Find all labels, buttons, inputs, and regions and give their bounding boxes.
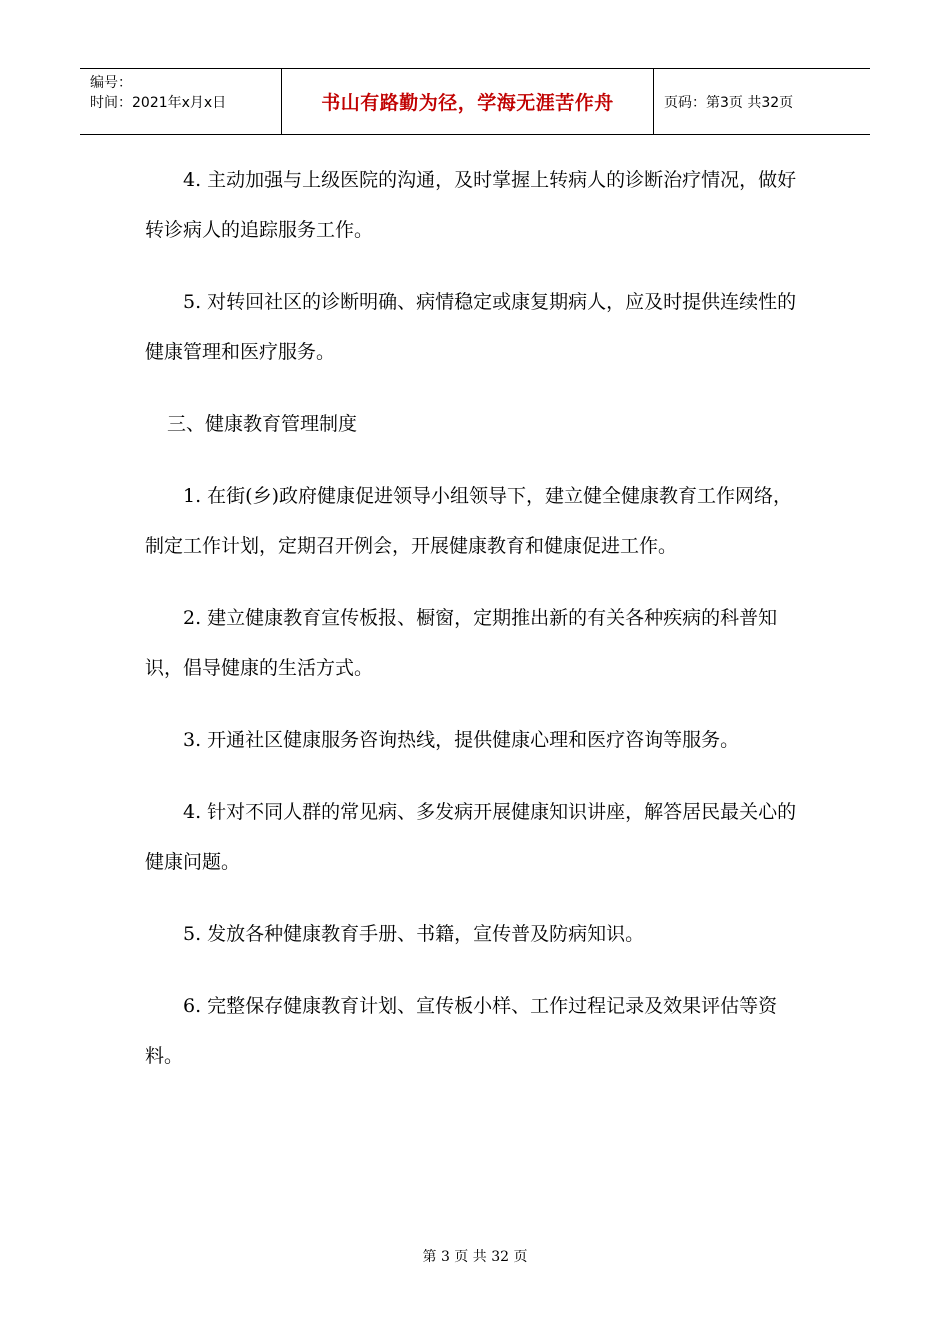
paragraph: 4. 主动加强与上级医院的沟通，及时掌握上转病人的诊断治疗情况，做好转诊病人的追踪服务工作。 — [145, 169, 797, 241]
header-page-info — [654, 69, 870, 134]
paragraph: 4. 针对不同人群的常见病、多发病开展健康知识讲座，解答居民最关心的健康问题。 — [145, 801, 797, 873]
page-header — [80, 68, 870, 135]
header-motto: 书山有路勤为径，学海无涯苦作舟 — [321, 92, 614, 114]
paragraph: 2. 建立健康教育宣传板报、橱窗，定期推出新的有关各种疾病的科普知识，倡导健康的生活方式。 — [145, 607, 778, 679]
paragraph: 1. 在街(乡)政府健康促进领导小组领导下，建立健全健康教育工作网络，制定工作计划，定期召开例会，开展健康教育和健康促进工作。 — [145, 485, 792, 557]
paragraph: 5. 对转回社区的诊断明确、病情稳定或康复期病人，应及时提供连续性的健康管理和医疗服务。 — [145, 291, 797, 363]
paragraph: 6. 完整保存健康教育计划、宣传板小样、工作过程记录及效果评估等资料。 — [145, 995, 778, 1067]
header-motto-cell — [282, 69, 654, 134]
footer-page-number: 第 3 页 共 32 页 — [422, 1249, 528, 1265]
page-footer — [0, 1246, 950, 1266]
header-page-number: 页码：第3页 共32页 — [664, 94, 794, 111]
section-heading: 三、健康教育管理制度 — [167, 413, 358, 435]
document-body — [145, 155, 805, 1103]
document-number-label: 编号： — [90, 75, 132, 91]
document-date: 时间：2021年x月x日 — [90, 95, 227, 111]
paragraph: 3. 开通社区健康服务咨询热线，提供健康心理和医疗咨询等服务。 — [183, 729, 740, 751]
header-meta — [80, 69, 282, 134]
paragraph: 5. 发放各种健康教育手册、书籍，宣传普及防病知识。 — [183, 923, 645, 945]
